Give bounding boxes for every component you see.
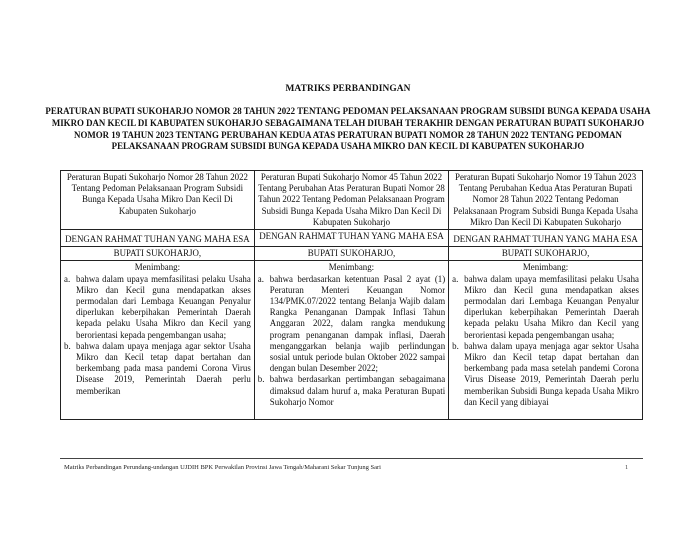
rahmat-heading: DENGAN RAHMAT TUHAN YANG MAHA ESA bbox=[254, 230, 448, 247]
table-row-menimbang bbox=[61, 261, 643, 420]
menimbang-label: Menimbang: bbox=[134, 262, 181, 273]
footer-text: Matriks Perbandingan Perundang-undangan UJDIH BPK Perwakilan Provinsi Jawa Tengah/Maharani Sekar Tunjung Sari bbox=[64, 464, 381, 471]
item-text: bahwa dalam upaya menjaga agar sektor Usaha Mikro dan Kecil tetap dapat bertahan dan berkembang pada masa pandemi Corona Virus Disease 2019, Pemerintah Daerah perlu memberikan bbox=[76, 340, 251, 396]
item-letter: b. bbox=[64, 340, 71, 351]
column-header-perbup-19-2023: Peraturan Bupati Sukoharjo Nomor 19 Tahun 2023 Tentang Perubahan Kedua Atas Peraturan Bupati Nomor 28 Tahun 2022 Tentang Pedoman Pelaksanaan Program Subsidi Bunga Kepada Usaha Mikro Dan Kecil Di Kabupaten Sukoharjo bbox=[449, 171, 643, 230]
table-row-header bbox=[61, 171, 643, 230]
item-text: bahwa berdasarkan ketentuan Pasal 2 ayat (1) Peraturan Menteri Keuangan Nomor 134/PMK.07/2022 tentang Belanja Wajib dalam Rangka Penanganan Dampak Inflasi Tahun Anggaran 2022, dalam rangka mendukung program penanganan dampak inflasi, Daerah menganggarkan belanja wajib perlindungan sosial untuk periode bulan Oktober 2022 sampai dengan bulan Desember 2022; bbox=[269, 273, 446, 374]
list-item bbox=[64, 274, 251, 341]
bupati-heading: BUPATI SUKOHARJO, bbox=[61, 247, 255, 261]
list-item bbox=[452, 274, 639, 341]
item-letter: a. bbox=[452, 273, 459, 284]
item-letter: a. bbox=[64, 273, 71, 284]
list-item bbox=[258, 274, 445, 375]
menimbang-label: Menimbang: bbox=[522, 262, 569, 273]
list-item bbox=[452, 341, 639, 408]
list-item bbox=[64, 341, 251, 397]
comparison-table bbox=[60, 170, 643, 420]
table-row-rahmat bbox=[61, 230, 643, 247]
menimbang-label: Menimbang: bbox=[328, 262, 375, 273]
footer-divider bbox=[60, 458, 643, 459]
item-text: bahwa dalam upaya menjaga agar sektor Usaha Mikro dan Kecil tetap dapat bertahan dan berkembang pada masa setelah pandemi Corona Virus Disease 2019, Pemerintah Daerah perlu memberikan Subsidi Bunga kepada Usaha Mikro dan Kecil yang dibiayai bbox=[464, 340, 639, 407]
item-text: bahwa dalam upaya memfasilitasi pelaku Usaha Mikro dan Kecil guna mendapatkan akses permodalan dari Lembaga Keuangan Penyalur diperlukan keberpihakan Pemerintah Daerah kepada pelaku Usaha Mikro dan Kecil yang berorientasi kepada pengembangan usaha; bbox=[464, 273, 639, 340]
list-item bbox=[258, 374, 445, 408]
item-letter: b. bbox=[452, 340, 459, 351]
item-text: bahwa berdasarkan pertimbangan sebagaimana dimaksud dalam huruf a, maka Peraturan Bupati Sukoharjo Nomor bbox=[269, 374, 446, 407]
rahmat-heading: DENGAN RAHMAT TUHAN YANG MAHA ESA bbox=[449, 230, 643, 247]
bupati-heading: BUPATI SUKOHARJO, bbox=[254, 247, 448, 261]
rahmat-heading: DENGAN RAHMAT TUHAN YANG MAHA ESA bbox=[61, 230, 255, 247]
page-number: 1 bbox=[625, 464, 629, 471]
column-header-perbup-28-2022: Peraturan Bupati Sukoharjo Nomor 28 Tahun 2022 Tentang Pedoman Pelaksanaan Program Subsidi Bunga Kepada Usaha Mikro Dan Kecil Di Kabupaten Sukoharjo bbox=[61, 171, 255, 230]
item-text: bahwa dalam upaya memfasilitasi pelaku Usaha Mikro dan Kecil guna mendapatkan akses permodalan dari Lembaga Keuangan Penyalur diperlukan keberpihakan Pemerintah Daerah kepada pelaku Usaha Mikro dan Kecil yang berorientasi kepada pengembangan usaha; bbox=[76, 273, 251, 340]
item-letter: b. bbox=[257, 374, 265, 385]
table-row-bupati bbox=[61, 247, 643, 261]
document-title: MATRIKS PERBANDINGAN bbox=[285, 84, 411, 94]
column-header-perbup-45-2022: Peraturan Bupati Sukoharjo Nomor 45 Tahun 2022 Tentang Perubahan Atas Peraturan Bupati Nomor 28 Tahun 2022 Tentang Pedoman Pelaksanaan Program Subsidi Bunga Kepada Usaha Mikro Dan Kecil Di Kabupaten Sukoharjo bbox=[254, 171, 448, 230]
item-letter: a. bbox=[257, 273, 264, 284]
document-subtitle: PERATURAN BUPATI SUKOHARJO NOMOR 28 TAHUN 2022 TENTANG PEDOMAN PELAKSANAAN PROGRAM SUBSIDI BUNGA KEPADA USAHA MIKRO DAN KECIL DI KABUPATEN SUKOHARJO SEBAGAIMANA TELAH DIUBAH TERAKHIR DENGAN PERATURAN BUPATI SUKOHARJO NOMOR 19 TAHUN 2023 TENTANG PERUBAHAN KEDUA ATAS PERATURAN BUPATI NOMOR 28 TAHUN 2022 TENTANG PEDOMAN PELAKSANAAN PROGRAM SUBSIDI BUNGA KEPADA USAHA MIKRO DAN KECIL DI KABUPATEN SUKOHARJO bbox=[45, 106, 651, 152]
bupati-heading: BUPATI SUKOHARJO, bbox=[449, 247, 643, 261]
